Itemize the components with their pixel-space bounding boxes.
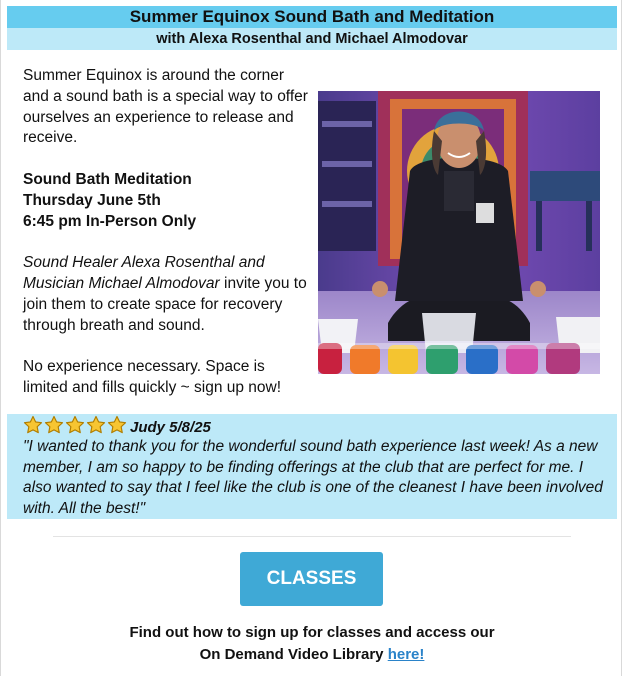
sound-healer-photo xyxy=(318,91,600,374)
here-link[interactable]: here! xyxy=(387,646,425,663)
invite-rest: invite you to join them to create space for recovery through breath and sound. xyxy=(23,274,307,334)
event-date: Thursday June 5th xyxy=(23,191,161,209)
star-icon xyxy=(65,415,85,435)
star-icon xyxy=(86,415,106,435)
footer-line-2-text: On Demand Video Library xyxy=(199,646,388,663)
event-time: 6:45 pm In-Person Only xyxy=(23,212,197,230)
invite-paragraph xyxy=(23,253,309,336)
event-subtitle: with Alexa Rosenthal and Michael Almodovar xyxy=(7,28,617,50)
event-title: Summer Equinox Sound Bath and Meditation xyxy=(7,6,617,28)
testimonial xyxy=(7,414,617,519)
footer-line-2 xyxy=(1,644,622,666)
event-name: Sound Bath Meditation xyxy=(23,170,192,188)
star-icon xyxy=(23,415,43,435)
footer-line-1: Find out how to sign up for classes and access our xyxy=(129,624,495,641)
reviewer-name: Judy 5/8/25 xyxy=(130,418,211,436)
star-rating xyxy=(23,415,128,440)
classes-button[interactable]: CLASSES xyxy=(240,552,383,606)
invite-hosts: Sound Healer Alexa Rosenthal and Musician Michael Almodovar xyxy=(23,254,265,292)
notice-paragraph: No experience necessary. Space is limited and fills quickly ~ sign up now! xyxy=(23,358,282,396)
divider xyxy=(53,536,571,537)
testimonial-header xyxy=(23,417,617,437)
star-icon xyxy=(107,415,127,435)
intro-paragraph: Summer Equinox is around the corner and a sound bath is a special way to offer ourselves an experience to release and receive. xyxy=(23,67,308,147)
footer-text xyxy=(1,622,622,666)
star-icon xyxy=(44,415,64,435)
event-description xyxy=(23,66,309,399)
testimonial-text: "I wanted to thank you for the wonderful sound bath experience last week! As a new member, I am so happy to be finding offerings at the club that are perfect for me. I also wanted to say that I feel like the club is one of the cleanest I have been involved with. All the best!" xyxy=(23,438,603,517)
